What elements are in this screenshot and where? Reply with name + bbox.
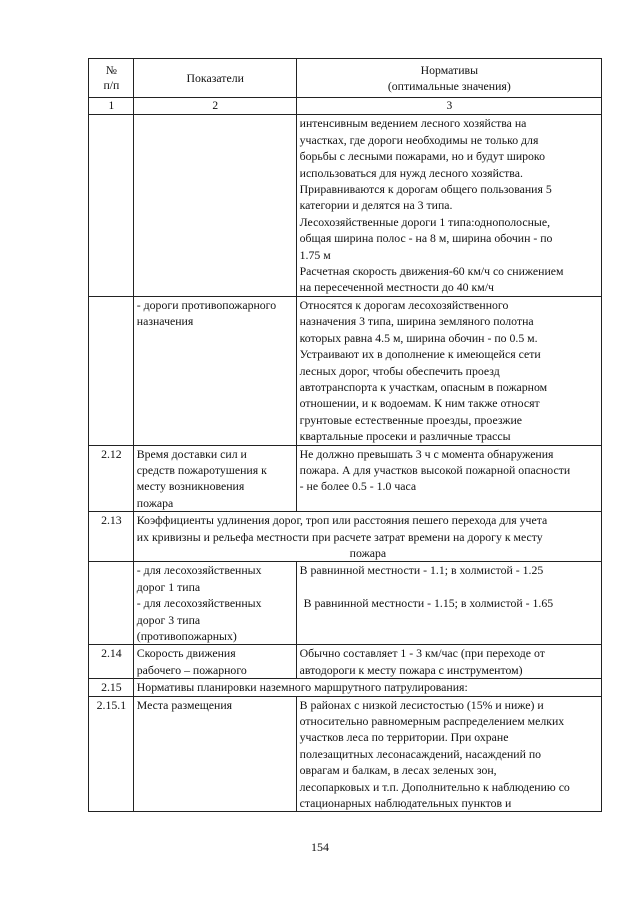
header-row — [89, 59, 602, 98]
norm-line: отношении, и к водоемам. К ним также относят — [299, 396, 540, 411]
indicator-line: - дороги противопожарного — [136, 297, 277, 312]
norm-line: стационарных наблюдательных пунктов и — [299, 796, 512, 811]
indicator-line: дорог 1 типа — [136, 579, 201, 594]
merged-line: их кривизны и рельефа местности при расчете затрат времени на дорогу к месту — [136, 529, 543, 544]
norm-line: Не должно превышать 3 ч с момента обнаружения — [299, 446, 554, 461]
norm-line: В равнинной местности - 1.1; в холмистой - 1.25 — [299, 563, 544, 578]
indicator-cell — [133, 445, 296, 512]
table-row — [89, 696, 602, 812]
norm-line: В районах с низкой лесистостью (15% и ниже) и — [299, 697, 544, 712]
norm-line: 1.75 м — [299, 247, 331, 262]
header-number-cell — [89, 59, 134, 98]
norm-line: участках, где дороги необходимы не только для — [299, 132, 539, 147]
row-number-cell: 2.15.1 — [89, 696, 134, 812]
table-row — [89, 645, 602, 679]
row-number-cell: 2.12 — [89, 445, 134, 512]
norm-spacer — [300, 579, 599, 595]
indicator-line: пожара — [136, 495, 174, 510]
norms-table — [88, 58, 602, 812]
indicator-cell — [133, 562, 296, 645]
norm-line: квартальные просеки и различные трассы — [299, 429, 511, 444]
norm-line: назначения 3 типа, ширина земляного полотна — [299, 314, 534, 329]
table-row — [89, 512, 602, 562]
norm-line: которых равна 4.5 м, ширина обочин - по 0.5 м. — [299, 330, 538, 345]
table-row — [89, 562, 602, 645]
indicator-line: (противопожарных) — [136, 629, 237, 643]
column-number-2: 2 — [133, 98, 296, 115]
norm-line: общая ширина полос - на 8 м, ширина обочин - по — [299, 231, 553, 246]
indicator-cell — [133, 115, 296, 296]
norm-line: участков леса по территории. При охране — [299, 730, 509, 745]
indicator-cell — [133, 296, 296, 445]
norm-line: Расчетная скорость движения-60 км/ч со снижением — [299, 264, 564, 279]
merged-line: пожара — [349, 545, 387, 560]
merged-cell — [133, 512, 601, 562]
indicator-line: дорог 3 типа — [136, 612, 201, 627]
norm-line: категории и делятся на 3 типа. — [299, 198, 453, 213]
row-number-cell — [89, 115, 134, 296]
indicator-line: назначения — [136, 314, 194, 329]
norm-line: Лесохозяйственные дороги 1 типа:однополосные, — [299, 214, 551, 229]
norm-line: Обычно составляет 1 - 3 км/час (при переходе от — [299, 646, 545, 661]
row-number-cell — [89, 562, 134, 645]
header-norms-cell — [296, 59, 601, 98]
norm-line: грунтовые естественные проезды, проезжие — [299, 412, 523, 427]
norm-line: относительно равномерным распределением мелких — [299, 714, 565, 729]
column-number-3: 3 — [296, 98, 601, 115]
norm-line: полезащитных лесонасаждений, насаждений по — [299, 746, 542, 761]
norm-cell — [296, 296, 601, 445]
norm-line: на пересеченной местности до 40 км/ч — [299, 280, 494, 295]
norm-line: борьбы с лесными пожарами, но и будут широко — [299, 149, 545, 164]
row-number-cell: 2.14 — [89, 645, 134, 679]
table-row — [89, 679, 602, 696]
indicator-line: - для лесохозяйственных — [136, 563, 262, 578]
norm-line: пожара. А для участков высокой пожарной опасности — [299, 462, 571, 477]
header-number-label: № — [105, 63, 118, 77]
norm-line: Устраивают их в дополнение к имеющейся сети — [299, 347, 541, 362]
norm-line: оврагам и балкам, в лесах зеленых зон, — [299, 763, 497, 778]
column-number-row — [89, 98, 602, 115]
column-number-1: 1 — [89, 98, 134, 115]
merged-line: Коэффициенты удлинения дорог, троп или расстояния пешего перехода для учета — [136, 513, 548, 528]
row-number-cell — [89, 296, 134, 445]
norm-cell — [296, 645, 601, 679]
norm-line: лесных дорог, чтобы обеспечить проезд — [299, 363, 500, 378]
norm-cell — [296, 696, 601, 812]
norm-line: лесопарковых и т.п. Дополнительно к наблюдению со — [299, 779, 570, 794]
indicator-line: месту возникновения — [136, 479, 245, 494]
header-norms-title: Нормативы — [420, 62, 479, 77]
norm-line: В равнинной местности - 1.15; в холмистой - 1.65 — [303, 595, 554, 610]
norm-cell — [296, 115, 601, 296]
header-number-sublabel: п/п — [103, 78, 120, 92]
indicator-cell — [133, 645, 296, 679]
norm-line: автодороги к месту пожара с инструментом) — [299, 662, 523, 677]
indicator-line: Время доставки сил и — [136, 446, 247, 461]
table-row — [89, 115, 602, 296]
merged-cell: Нормативы планировки наземного маршрутного патрулирования: — [133, 679, 601, 696]
indicator-line: - для лесохозяйственных — [136, 596, 262, 611]
indicator-cell — [133, 696, 296, 812]
norm-line: использоваться для нужд лесного хозяйства. — [299, 165, 523, 180]
norm-line: автотранспорта к участкам, опасным в пожарном — [299, 379, 548, 394]
indicator-line: Места размещения — [136, 697, 233, 712]
row-number-cell: 2.13 — [89, 512, 134, 562]
indicator-line: рабочего – пожарного — [136, 662, 247, 677]
norm-cell — [296, 562, 601, 645]
norm-cell — [296, 445, 601, 512]
header-indicators-cell: Показатели — [133, 59, 296, 98]
norm-line: интенсивным ведением лесного хозяйства на — [299, 116, 527, 131]
header-norms-subtitle: (оптимальные значения) — [387, 79, 511, 93]
indicator-line: средств пожаротушения к — [136, 462, 267, 477]
page-number: 154 — [311, 840, 329, 854]
norm-line: Относятся к дорогам лесохозяйственного — [299, 297, 509, 312]
table-row — [89, 296, 602, 445]
table-row — [89, 445, 602, 512]
indicator-line: Скорость движения — [136, 646, 236, 661]
row-number-cell: 2.15 — [89, 679, 134, 696]
norm-line: - не более 0.5 - 1.0 часа — [299, 479, 417, 494]
norm-line: Приравниваются к дорогам общего пользования 5 — [299, 182, 552, 197]
